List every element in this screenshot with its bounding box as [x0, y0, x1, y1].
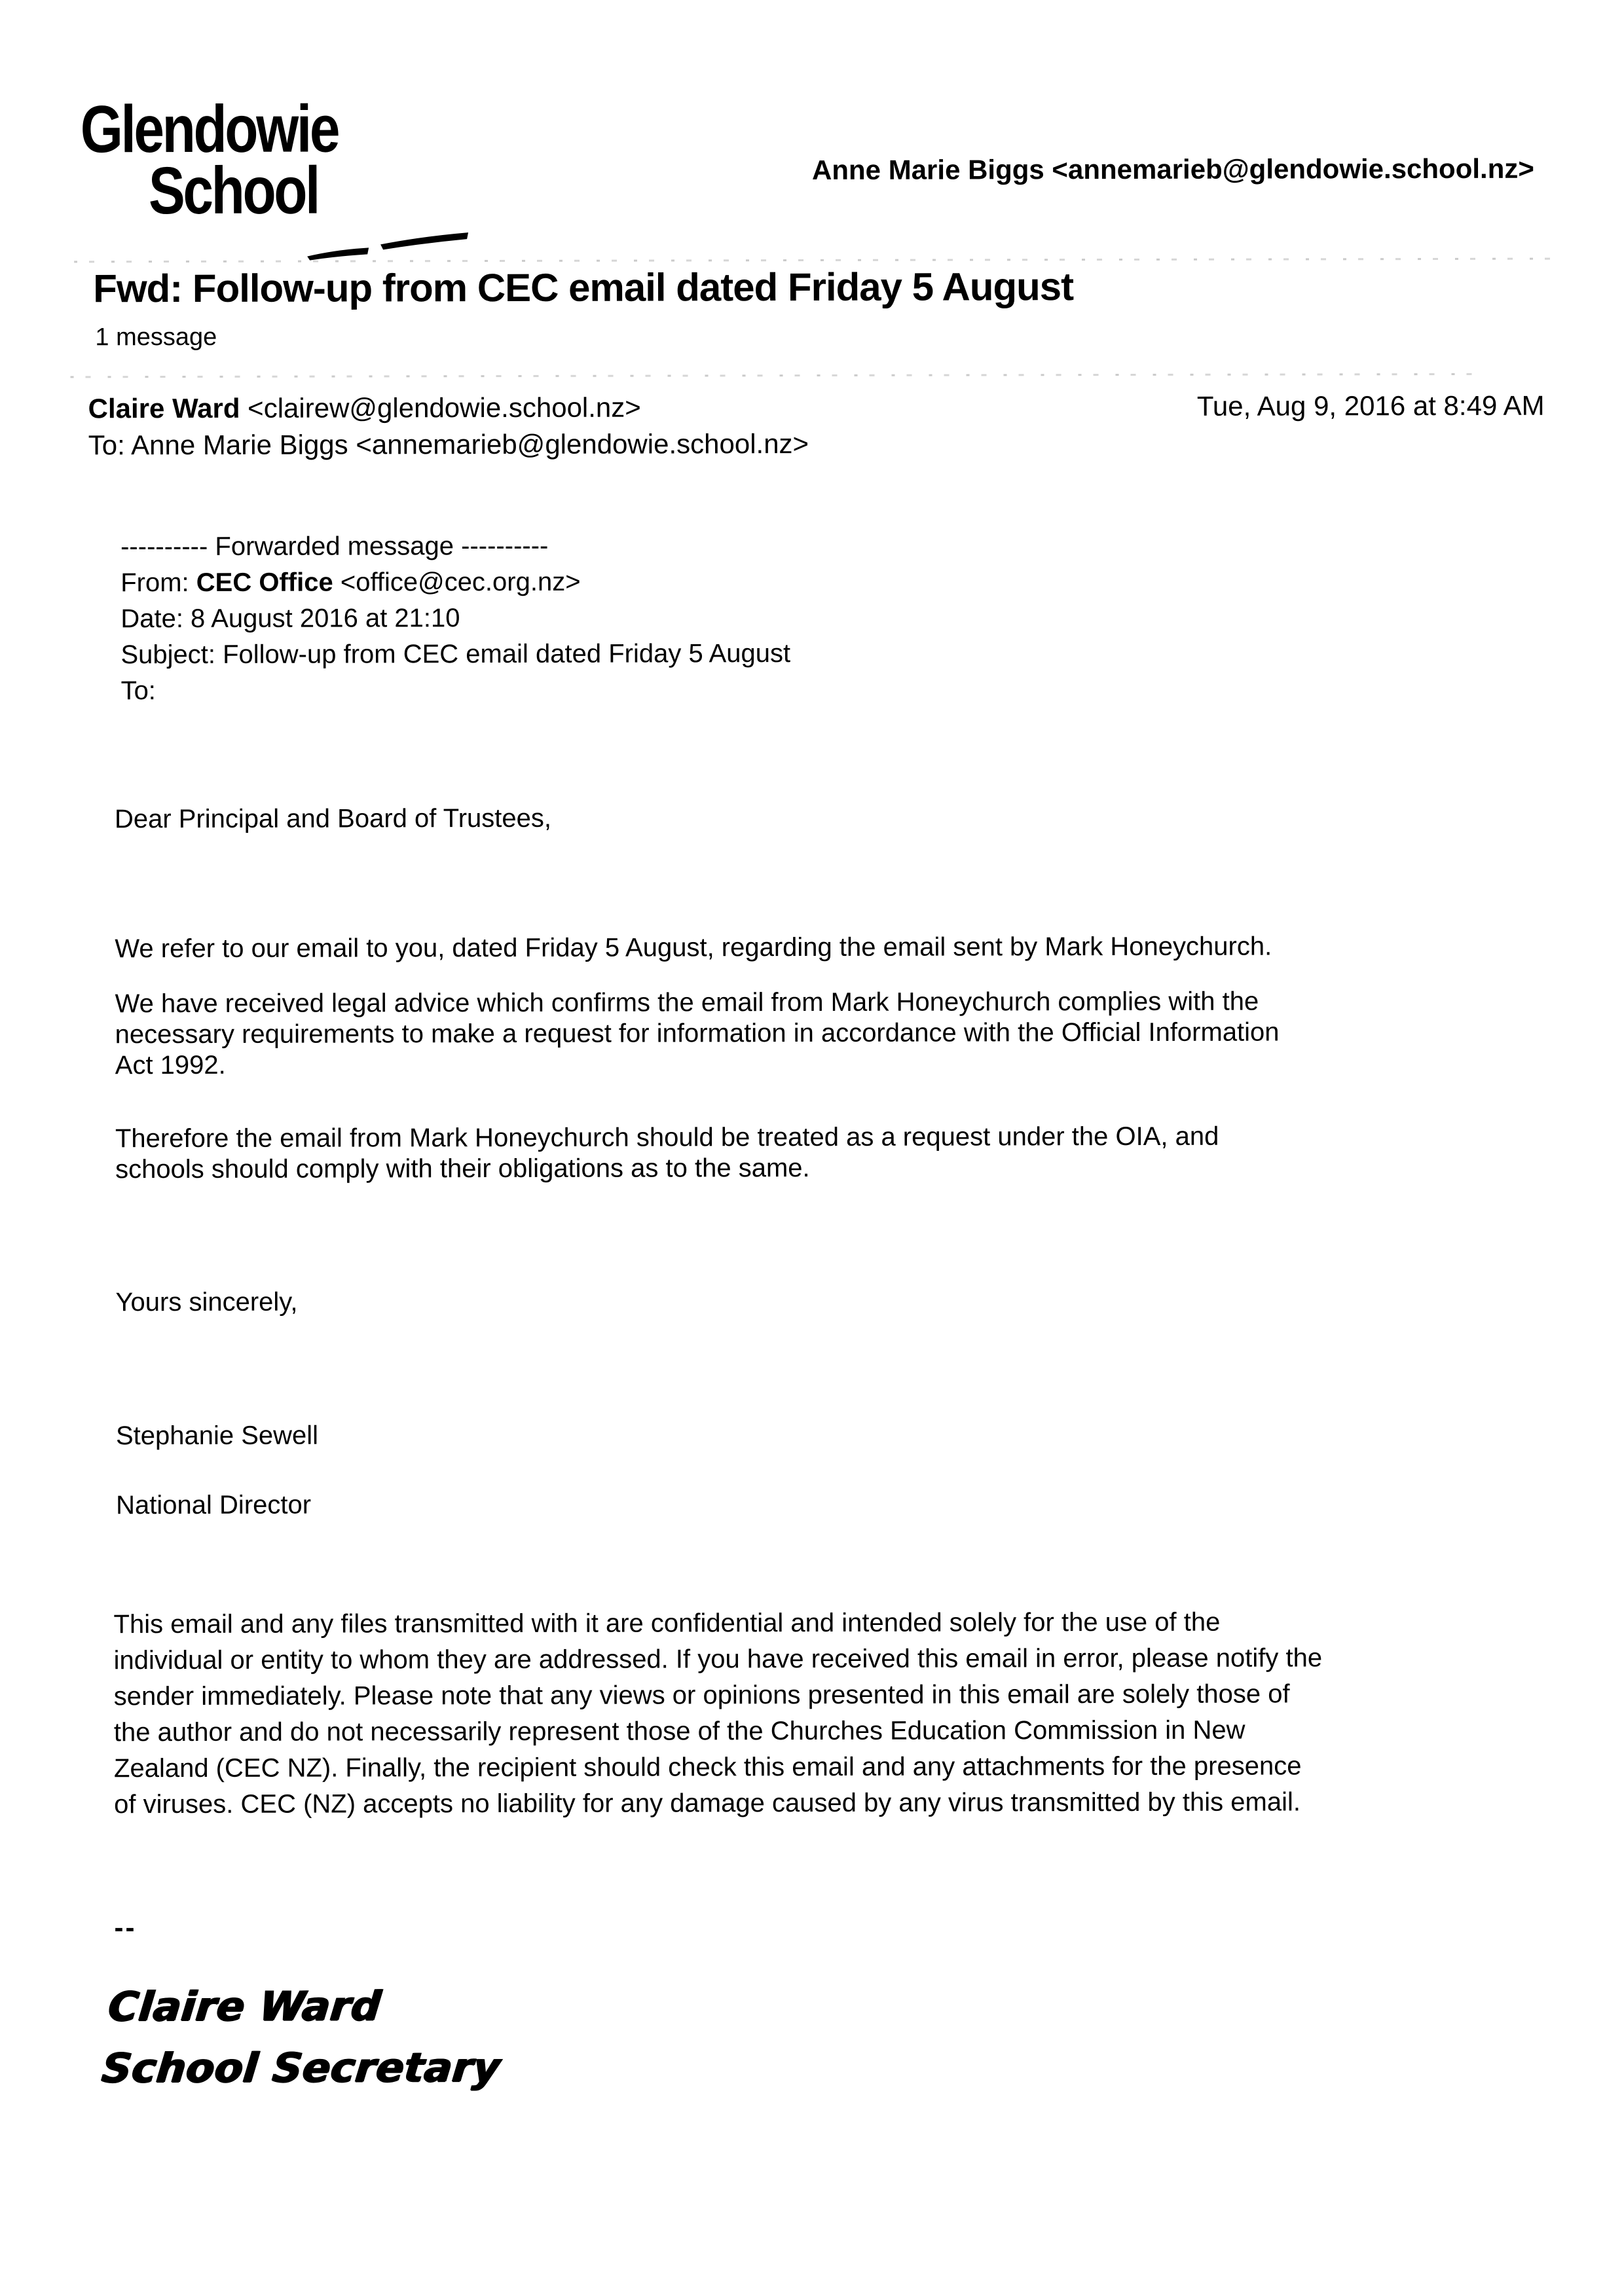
forwarded-from-email: <office@cec.org.nz>	[340, 567, 581, 597]
school-logo	[80, 91, 539, 228]
body-paragraph: Therefore the email from Mark Honeychurch should be treated as a request under the OIA, and schools should comply with their obligations as to the same.	[115, 1121, 1219, 1184]
sender-email: <clairew@glendowie.school.nz>	[248, 392, 641, 424]
forwarded-subject-line: Subject: Follow-up from CEC email dated Friday 5 August	[120, 639, 791, 670]
sender-signature-title: National Director	[116, 1490, 312, 1520]
sender-line	[88, 392, 641, 425]
salutation: Dear Principal and Board of Trustees,	[114, 803, 552, 834]
logo-text-line2: School	[148, 153, 319, 228]
logo-text-line1: Glendowie	[80, 91, 339, 167]
sender-signature-name: Stephanie Sewell	[115, 1421, 319, 1451]
confidentiality-disclaimer: This email and any files transmitted with it are confidential and intended solely for the use of the individual or entity to whom they are addressed. If you have received this email in error, please notify the sender immediately. Please note that any views or opinions presented in this email are solely those of the author and do not necessarily represent those of the Churches Education Commission in New Zealand (CEC NZ). Finally, the recipient should check this email and any attachments for the presence of viruses. CEC (NZ) accepts no liability for any damage caused by any virus transmitted by this email.	[113, 1607, 1323, 1819]
scan-artifact-line	[74, 258, 1562, 263]
body-paragraph: We have received legal advice which confirms the email from Mark Honeychurch complies with the necessary requirements to make a request for information in accordance with the Official Information Act 1992.	[115, 987, 1280, 1080]
forwarded-from-line	[120, 564, 790, 601]
signature-separator: --	[114, 1912, 137, 1943]
body-paragraph: We refer to our email to you, dated Friday 5 August, regarding the email sent by Mark Honeychurch.	[115, 932, 1272, 964]
account-owner-email: Anne Marie Biggs <annemarieb@glendowie.school.nz>	[811, 153, 1534, 185]
forwarded-to-line: To:	[120, 676, 156, 706]
sender-name: Claire Ward	[88, 392, 240, 424]
email-subject: Fwd: Follow-up from CEC email dated Friday 5 August	[93, 264, 1074, 311]
message-count: 1 message	[95, 323, 217, 352]
logo-swoosh-icon	[303, 227, 487, 262]
forwarded-divider: ---------- Forwarded message ----------	[120, 531, 549, 562]
closing-line: Yours sincerely,	[115, 1287, 298, 1317]
footer-signature: Claire Ward School Secretary	[100, 1982, 504, 2092]
message-header-row	[88, 390, 1545, 425]
message-timestamp: Tue, Aug 9, 2016 at 8:49 AM	[1196, 390, 1545, 422]
forwarded-from-label: From:	[120, 568, 189, 598]
forwarded-header	[120, 528, 790, 709]
scan-artifact-line	[71, 373, 1476, 378]
forwarded-from-name: CEC Office	[196, 568, 333, 597]
recipient-line: To: Anne Marie Biggs <annemarieb@glendowie.school.nz>	[88, 428, 809, 461]
forwarded-date-line: Date: 8 August 2016 at 21:10	[120, 604, 460, 634]
